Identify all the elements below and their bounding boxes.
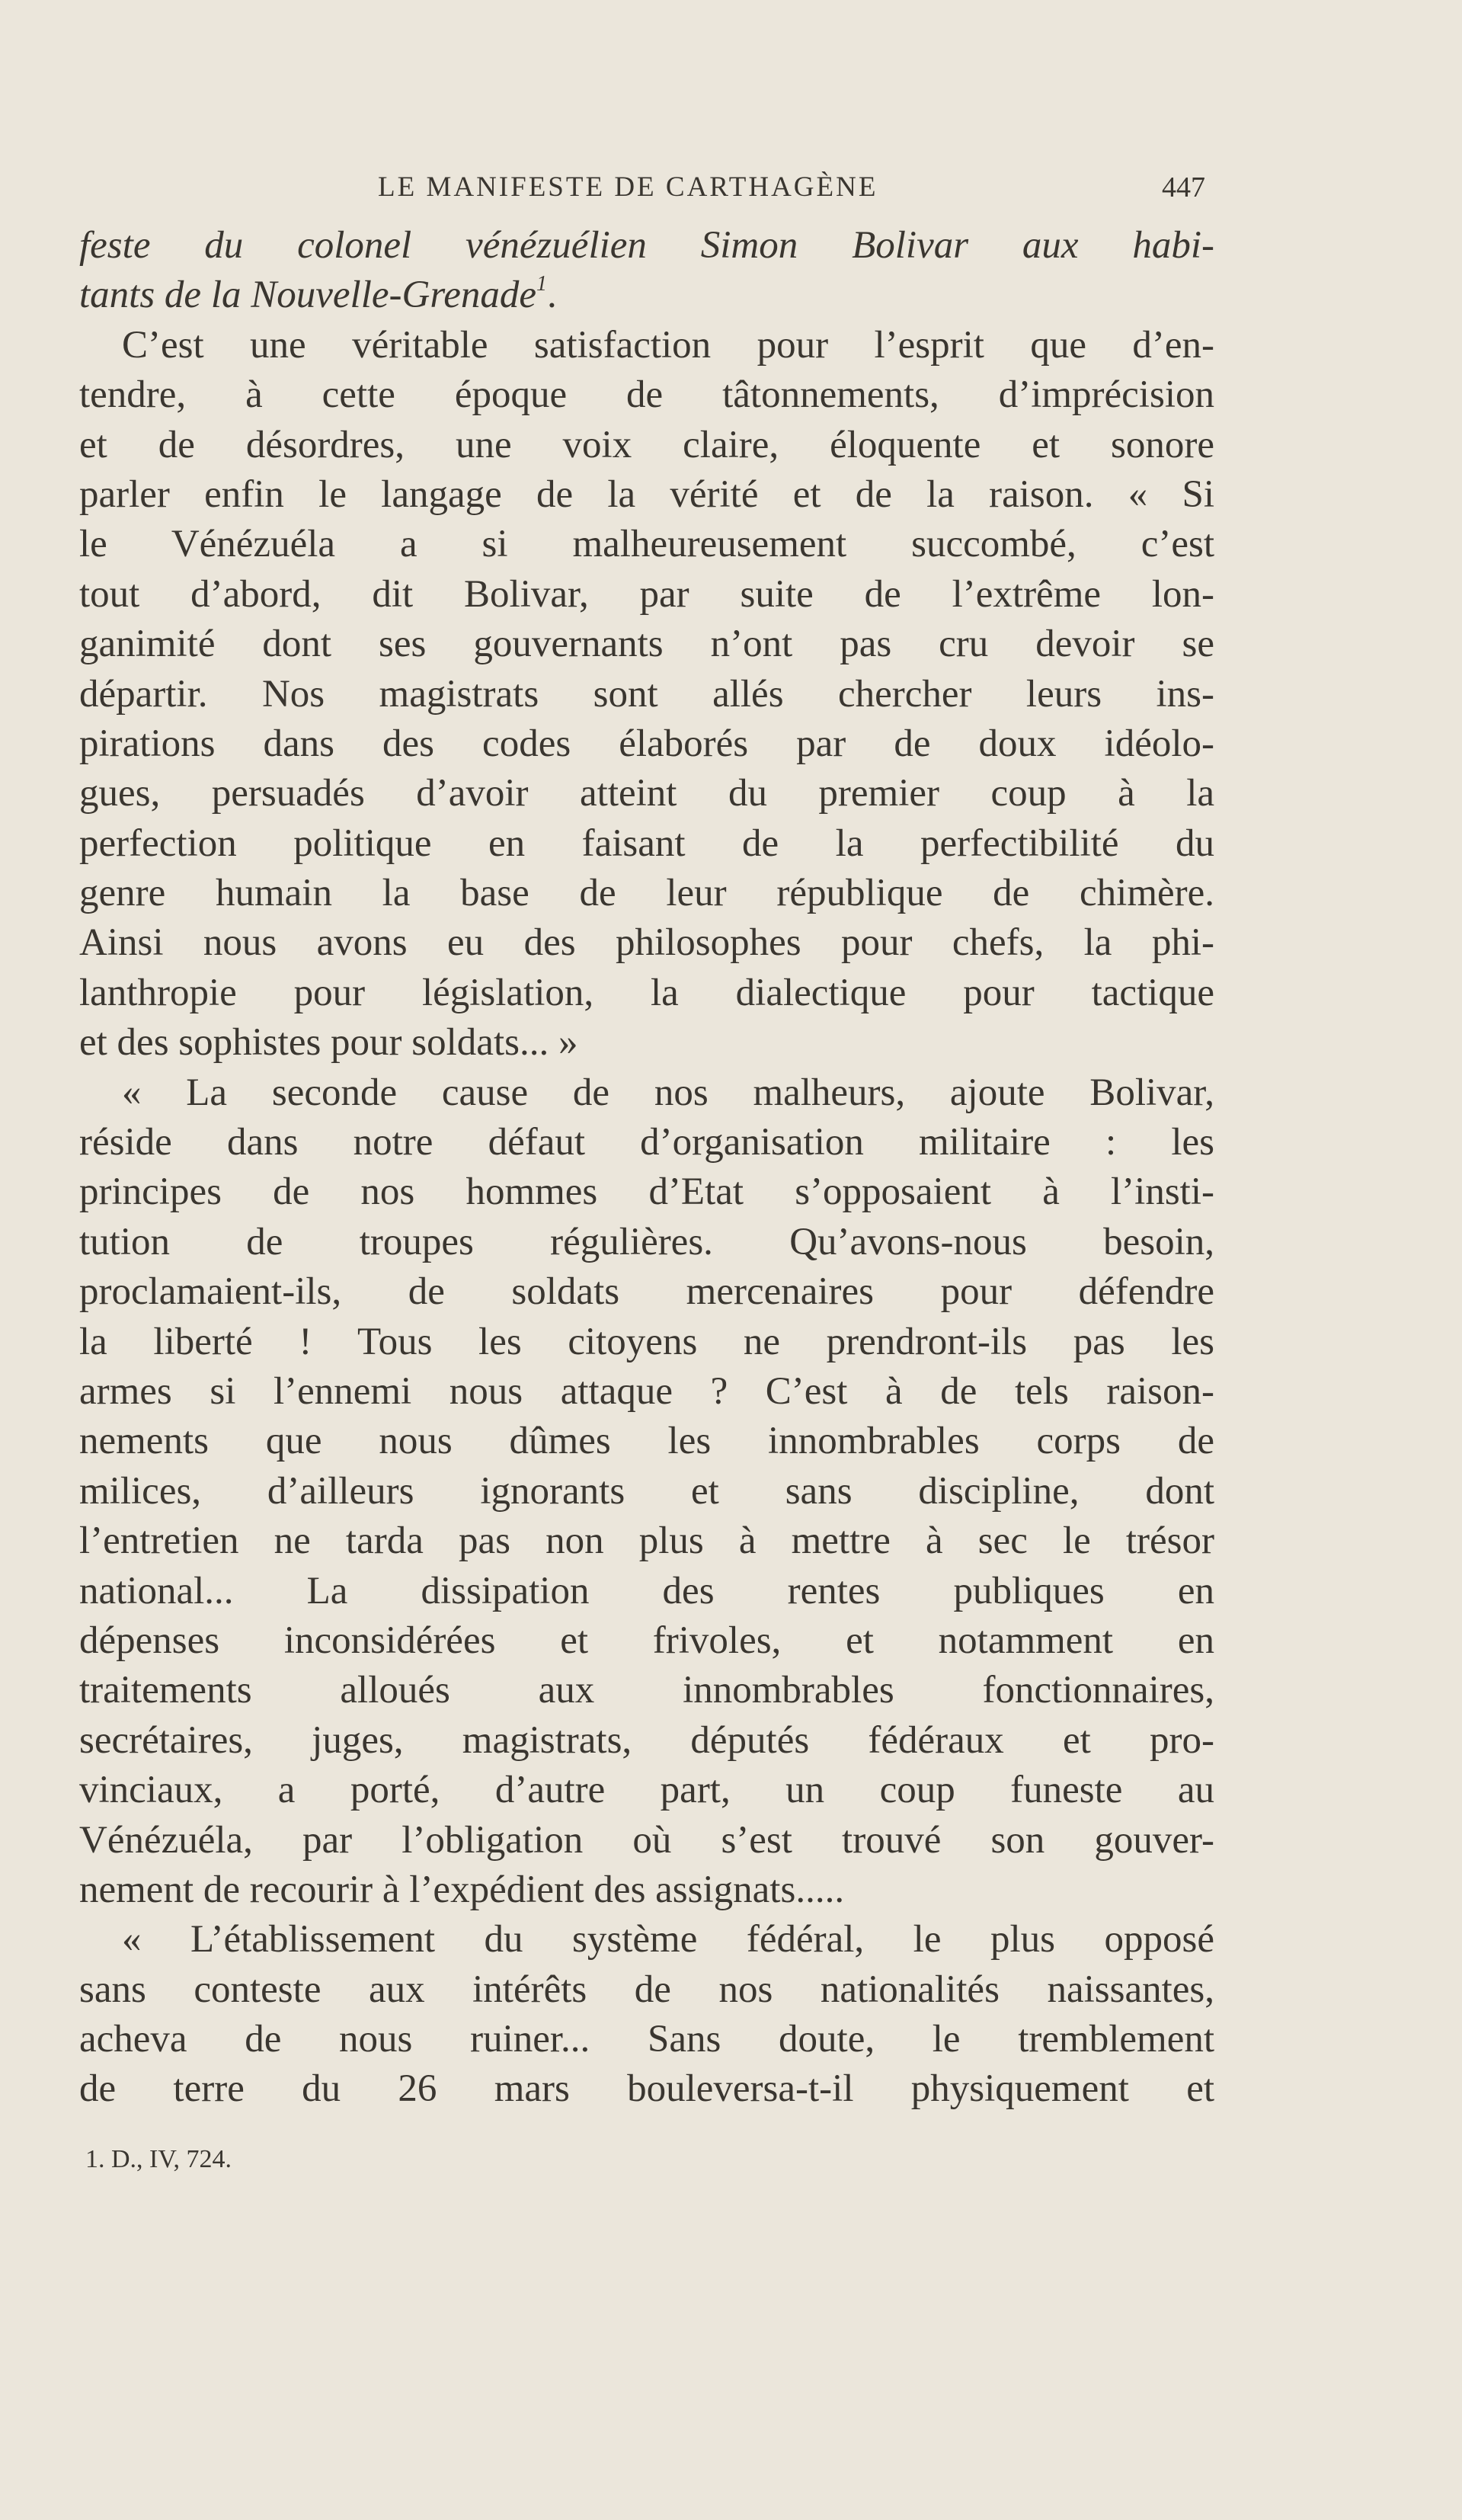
text-line: et de désordres, une voix claire, éloquente et sonore (79, 423, 1214, 466)
text-line: lanthropie pour législation, la dialectique pour tactique (79, 971, 1214, 1014)
body-text (79, 221, 1214, 2115)
running-title: LE MANIFESTE DE CARTHAGÈNE (378, 171, 878, 203)
text-line: le Vénézuéla a si malheureusement succombé, c’est (79, 523, 1214, 566)
text-line: nement de recourir à l’expédient des assignats..... (79, 1868, 845, 1911)
running-head (0, 166, 1462, 209)
text-line: ganimité dont ses gouvernants n’ont pas cru devoir se (79, 623, 1214, 666)
text-line (79, 271, 1214, 320)
text-line: vinciaux, a porté, d’autre part, un coup funeste au (79, 1769, 1214, 1812)
text-line: de terre du 26 mars bouleversa-t-il physiquement et (79, 2067, 1214, 2111)
text-line: « La seconde cause de nos malheurs, ajoute Bolivar, (122, 1071, 1214, 1114)
text-line: dépenses inconsidérées et frivoles, et notamment en (79, 1619, 1214, 1662)
text-line: Vénézuéla, par l’obligation où s’est trouvé son gouver- (79, 1818, 1214, 1862)
text-line: genre humain la base de leur république de chimère. (79, 872, 1214, 915)
text-line: pirations dans des codes élaborés par de doux idéolo- (79, 722, 1214, 765)
text-line: tution de troupes régulières. Qu’avons-nous besoin, (79, 1220, 1214, 1263)
text-line: réside dans notre défaut d’organisation militaire : les (79, 1121, 1214, 1164)
text-line: principes de nos hommes d’Etat s’opposaient à l’insti- (79, 1170, 1214, 1214)
text-line: tout d’abord, dit Bolivar, par suite de l’extrême lon- (79, 572, 1214, 616)
text-line: la liberté ! Tous les citoyens ne prendront-ils pas les (79, 1320, 1214, 1363)
text-line: « L’établissement du système fédéral, le plus opposé (122, 1918, 1214, 1961)
text-line-punctuation: . (547, 274, 557, 317)
text-line: tendre, à cette époque de tâtonnements, d’imprécision (79, 373, 1214, 417)
text-line: et des sophistes pour soldats... » (79, 1021, 578, 1065)
text-line: perfection politique en faisant de la perfectibilité du (79, 821, 1214, 865)
footnote-marker[interactable]: 1 (536, 272, 548, 296)
text-line: sans conteste aux intérêts de nos nationalités naissantes, (79, 1968, 1214, 2011)
text-line: armes si l’ennemi nous attaque ? C’est à de tels raison- (79, 1369, 1214, 1413)
text-line: départir. Nos magistrats sont allés chercher leurs ins- (79, 672, 1214, 716)
text-line: traitements alloués aux innombrables fonctionnaires, (79, 1669, 1214, 1712)
text-line: nements que nous dûmes les innombrables corps de (79, 1420, 1214, 1463)
text-line: Ainsi nous avons eu des philosophes pour chefs, la phi- (79, 921, 1214, 965)
text-line: parler enfin le langage de la vérité et de la raison. « Si (79, 472, 1214, 516)
text-line: secrétaires, juges, magistrats, députés fédéraux et pro- (79, 1718, 1214, 1762)
text-line-content: tants de la Nouvelle-Grenade (79, 274, 537, 317)
text-line: acheva de nous ruiner... Sans doute, le tremblement (79, 2018, 1214, 2061)
text-line: milices, d’ailleurs ignorants et sans discipline, dont (79, 1469, 1214, 1513)
text-line: C’est une véritable satisfaction pour l’esprit que d’en- (122, 323, 1214, 367)
text-line: proclamaient-ils, de soldats mercenaires pour défendre (79, 1270, 1214, 1314)
page-number: 447 (1162, 171, 1205, 203)
text-line: feste du colonel vénézuélien Simon Bolivar aux habi- (79, 224, 1214, 267)
text-line: l’entretien ne tarda pas non plus à mettre à sec le trésor (79, 1519, 1214, 1563)
footnote: 1. D., IV, 724. (85, 2145, 232, 2173)
text-line: national... La dissipation des rentes publiques en (79, 1569, 1214, 1612)
text-line: gues, persuadés d’avoir atteint du premier coup à la (79, 772, 1214, 815)
